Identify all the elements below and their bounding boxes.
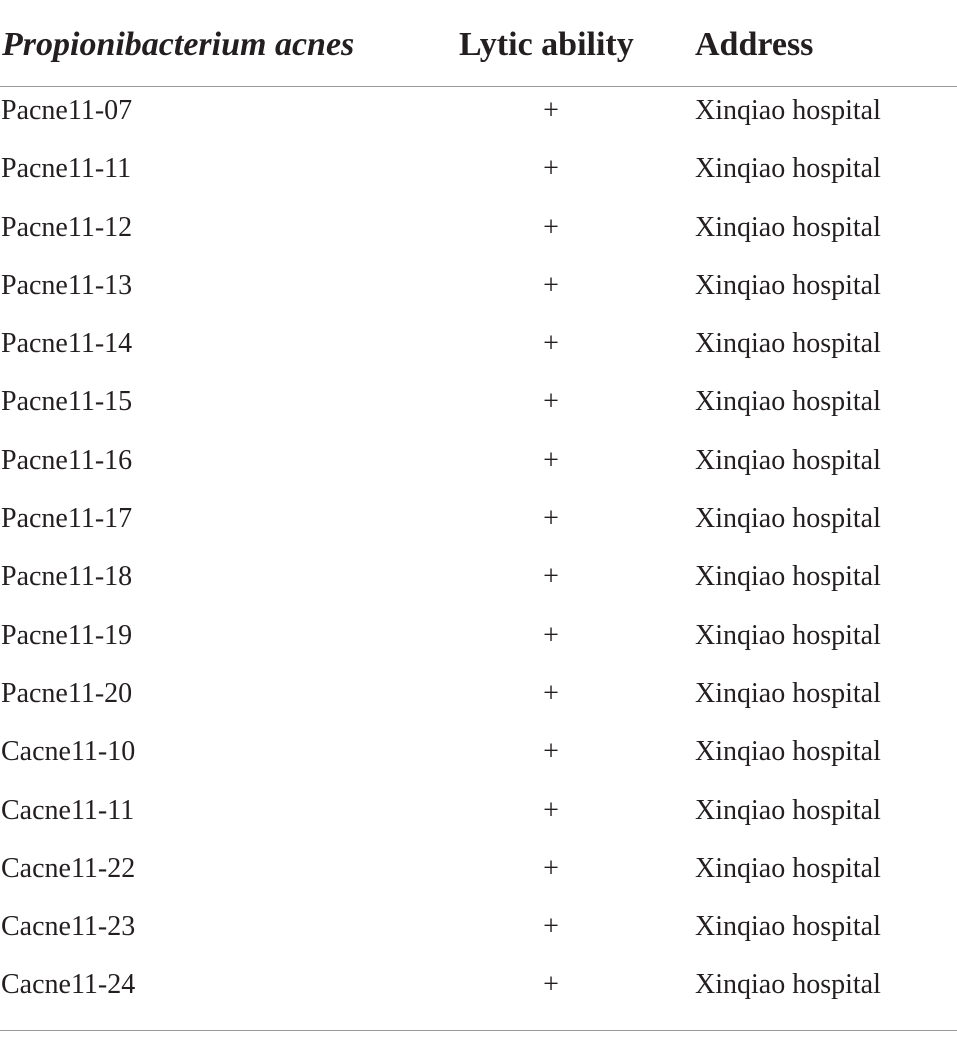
table-header-row [0,0,957,87]
cell-strain: Cacne11-24 [1,969,136,1001]
cell-address: Xinqiao hospital [695,503,881,535]
table-row [0,840,957,898]
table-row [0,257,957,315]
cell-strain: Pacne11-12 [1,211,133,243]
cell-lytic-ability: + [543,211,559,243]
table-row [0,199,957,257]
cell-lytic-ability: + [543,561,559,593]
cell-address: Xinqiao hospital [695,852,881,884]
table-row [0,432,957,490]
table-body [0,82,957,1015]
cell-strain: Cacne11-22 [1,852,136,884]
table-row [0,782,957,840]
cell-strain: Pacne11-16 [1,444,133,476]
cell-strain: Pacne11-13 [1,269,133,301]
cell-lytic-ability: + [543,328,559,360]
table-row [0,548,957,606]
cell-lytic-ability: + [543,444,559,476]
cell-strain: Pacne11-20 [1,677,133,709]
cell-strain: Pacne11-18 [1,561,133,593]
cell-lytic-ability: + [543,736,559,768]
cell-address: Xinqiao hospital [695,911,881,943]
cell-address: Xinqiao hospital [695,619,881,651]
header-species: Propionibacterium acnes [2,26,355,63]
cell-lytic-ability: + [543,153,559,185]
table-row [0,665,957,723]
table-row [0,956,957,1014]
cell-lytic-ability: + [543,794,559,826]
cell-address: Xinqiao hospital [695,969,881,1001]
cell-lytic-ability: + [543,911,559,943]
cell-address: Xinqiao hospital [695,153,881,185]
cell-strain: Cacne11-23 [1,911,136,943]
cell-address: Xinqiao hospital [695,561,881,593]
cell-lytic-ability: + [543,95,559,126]
table-row [0,723,957,781]
table-row [0,82,957,140]
cell-strain: Pacne11-17 [1,503,133,535]
cell-strain: Pacne11-15 [1,386,133,418]
cell-strain: Pacne11-11 [1,153,132,185]
table-row [0,315,957,373]
cell-lytic-ability: + [543,269,559,301]
cell-strain: Pacne11-07 [1,95,133,126]
cell-address: Xinqiao hospital [695,386,881,418]
cell-address: Xinqiao hospital [695,269,881,301]
cell-address: Xinqiao hospital [695,736,881,768]
table-row [0,373,957,431]
table-bottom-rule [0,1030,957,1031]
cell-lytic-ability: + [543,852,559,884]
cell-strain: Cacne11-11 [1,794,135,826]
cell-lytic-ability: + [543,503,559,535]
cell-address: Xinqiao hospital [695,328,881,360]
header-lytic-ability: Lytic ability [459,26,634,63]
table-row [0,607,957,665]
cell-address: Xinqiao hospital [695,444,881,476]
cell-address: Xinqiao hospital [695,211,881,243]
cell-address: Xinqiao hospital [695,677,881,709]
table-row [0,140,957,198]
cell-lytic-ability: + [543,969,559,1001]
cell-address: Xinqiao hospital [695,95,881,126]
cell-lytic-ability: + [543,386,559,418]
cell-strain: Cacne11-10 [1,736,136,768]
cell-strain: Pacne11-19 [1,619,133,651]
cell-strain: Pacne11-14 [1,328,133,360]
header-address: Address [695,26,814,63]
table-row [0,898,957,956]
cell-lytic-ability: + [543,619,559,651]
cell-lytic-ability: + [543,677,559,709]
table-row [0,490,957,548]
cell-address: Xinqiao hospital [695,794,881,826]
